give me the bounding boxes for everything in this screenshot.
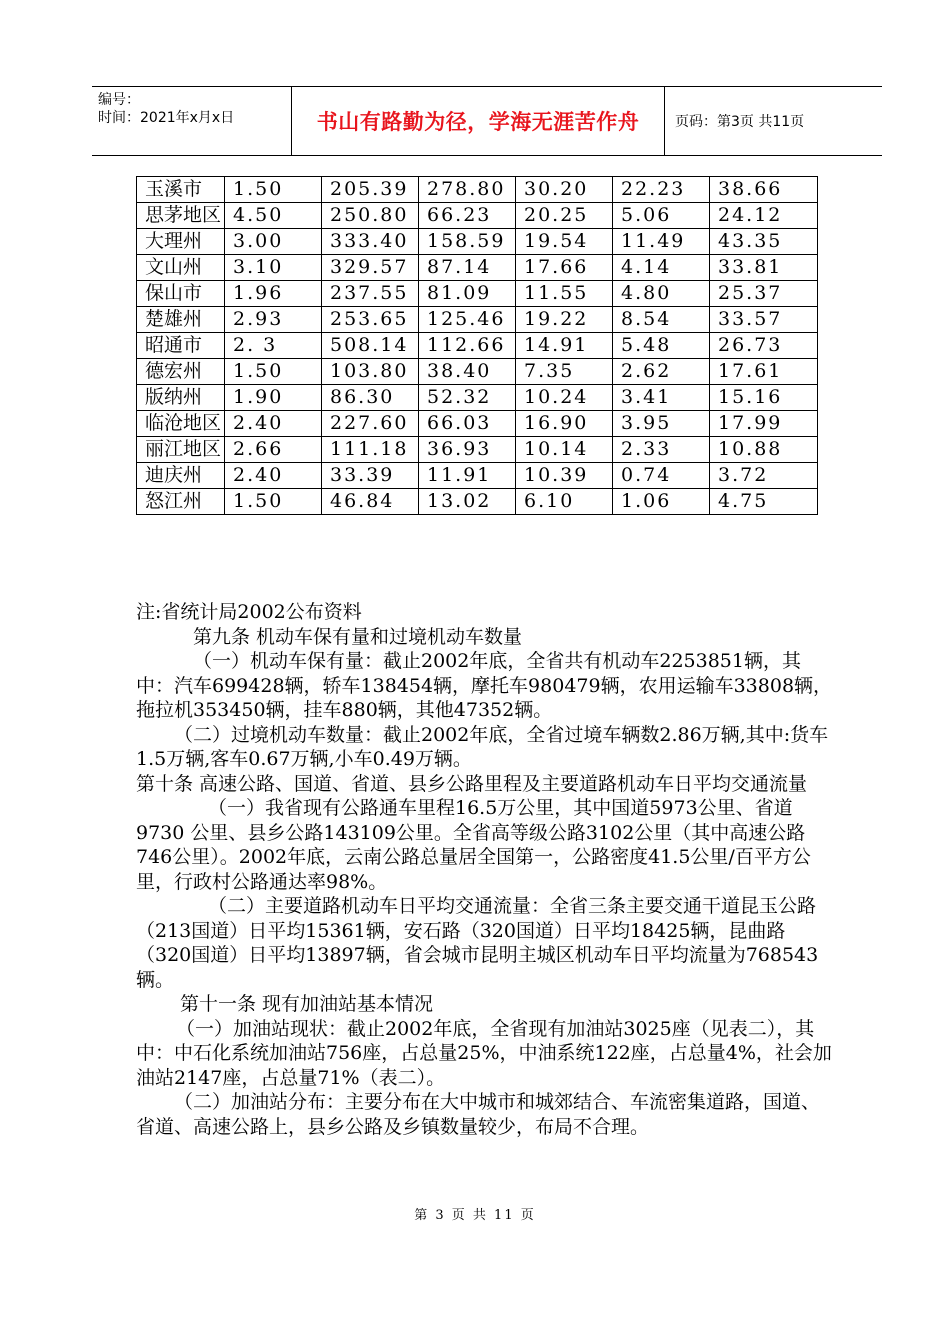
value-cell: 33.81: [710, 255, 818, 281]
table-row: [137, 437, 818, 463]
value-cell: 46.84: [322, 489, 419, 515]
value-cell: 43.35: [710, 229, 818, 255]
value-cell: 1.06: [613, 489, 710, 515]
value-cell: 11.55: [516, 281, 613, 307]
region-name-cell: 临沧地区: [137, 411, 225, 437]
page-header: [92, 86, 882, 156]
value-cell: 38.40: [419, 359, 516, 385]
value-cell: 10.14: [516, 437, 613, 463]
table-row: [137, 307, 818, 333]
value-cell: 205.39: [322, 177, 419, 203]
value-cell: 1.50: [225, 489, 322, 515]
value-cell: 17.99: [710, 411, 818, 437]
value-cell: 4.80: [613, 281, 710, 307]
header-number-label: 编号：: [98, 92, 140, 108]
region-name-cell: 昭通市: [137, 333, 225, 359]
value-cell: 24.12: [710, 203, 818, 229]
region-name-cell: 思茅地区: [137, 203, 225, 229]
value-cell: 111.18: [322, 437, 419, 463]
value-cell: 1.50: [225, 177, 322, 203]
document-body: [136, 600, 836, 1139]
value-cell: 3.00: [225, 229, 322, 255]
page-footer: 第 3 页 共 11 页: [414, 1208, 536, 1223]
article-9-title: 第九条 机动车保有量和过境机动车数量: [193, 625, 523, 648]
value-cell: 86.30: [322, 385, 419, 411]
value-cell: 19.54: [516, 229, 613, 255]
value-cell: 4.14: [613, 255, 710, 281]
region-name-cell: 版纳州: [137, 385, 225, 411]
value-cell: 250.80: [322, 203, 419, 229]
value-cell: 25.37: [710, 281, 818, 307]
region-name-cell: 文山州: [137, 255, 225, 281]
value-cell: 52.32: [419, 385, 516, 411]
value-cell: 16.90: [516, 411, 613, 437]
value-cell: 15.16: [710, 385, 818, 411]
value-cell: 38.66: [710, 177, 818, 203]
value-cell: 2.66: [225, 437, 322, 463]
value-cell: 7.35: [516, 359, 613, 385]
value-cell: 2.40: [225, 463, 322, 489]
value-cell: 10.88: [710, 437, 818, 463]
value-cell: 5.48: [613, 333, 710, 359]
value-cell: 0.74: [613, 463, 710, 489]
value-cell: 227.60: [322, 411, 419, 437]
article-11-para-1: （一）加油站现状：截止2002年底，全省现有加油站3025座（见表二），其中：中石化系统加油站756座，占总量25%，中油系统122座，占总量4%，社会加油站2147座，占总量71%（表二）。: [136, 1017, 832, 1089]
value-cell: 5.06: [613, 203, 710, 229]
table-row: [137, 359, 818, 385]
value-cell: 87.14: [419, 255, 516, 281]
value-cell: 19.22: [516, 307, 613, 333]
value-cell: 278.80: [419, 177, 516, 203]
table-row: [137, 489, 818, 515]
statistics-table: [136, 176, 818, 515]
value-cell: 14.91: [516, 333, 613, 359]
value-cell: 1.96: [225, 281, 322, 307]
value-cell: 10.24: [516, 385, 613, 411]
value-cell: 3.10: [225, 255, 322, 281]
article-10-para-1: （一）我省现有公路通车里程16.5万公里，其中国道5973公里、省道9730 公里、县乡公路143109公里。全省高等级公路3102公里（其中高速公路746公里）。2002年底，云南公路总量居全国第一，公路密度41.5公里/百平方公里，行政村公路通达率98%。: [136, 797, 811, 893]
article-9-para-1: （一）机动车保有量：截止2002年底，全省共有机动车2253851辆，其中：汽车699428辆，轿车138454辆，摩托车980479辆，农用运输车33808辆，拖拉机353450辆，挂车880辆，其他47352辆。: [136, 650, 833, 721]
value-cell: 17.61: [710, 359, 818, 385]
value-cell: 22.23: [613, 177, 710, 203]
value-cell: 2.93: [225, 307, 322, 333]
value-cell: 36.93: [419, 437, 516, 463]
value-cell: 253.65: [322, 307, 419, 333]
table-row: [137, 203, 818, 229]
region-name-cell: 保山市: [137, 281, 225, 307]
value-cell: 237.55: [322, 281, 419, 307]
value-cell: 11.91: [419, 463, 516, 489]
value-cell: 158.59: [419, 229, 516, 255]
table-row: [137, 177, 818, 203]
article-9-para-2: （二）过境机动车数量：截止2002年底，全省过境车辆数2.86万辆,其中:货车1.5万辆,客车0.67万辆,小车0.49万辆。: [136, 723, 829, 770]
value-cell: 8.54: [613, 307, 710, 333]
header-meta: [92, 87, 292, 155]
value-cell: 11.49: [613, 229, 710, 255]
value-cell: 333.40: [322, 229, 419, 255]
value-cell: 329.57: [322, 255, 419, 281]
value-cell: 112.66: [419, 333, 516, 359]
header-motto: 书山有路勤为径，学海无涯苦作舟: [292, 87, 665, 155]
value-cell: 1.90: [225, 385, 322, 411]
value-cell: 33.57: [710, 307, 818, 333]
table-row: [137, 411, 818, 437]
region-name-cell: 大理州: [137, 229, 225, 255]
header-time-label: 时间：2021年x月x日: [98, 110, 235, 126]
value-cell: 2. 3: [225, 333, 322, 359]
table-row: [137, 333, 818, 359]
value-cell: 6.10: [516, 489, 613, 515]
value-cell: 66.03: [419, 411, 516, 437]
value-cell: 103.80: [322, 359, 419, 385]
region-name-cell: 怒江州: [137, 489, 225, 515]
value-cell: 30.20: [516, 177, 613, 203]
header-page-label: 页码：第3页 共11页: [675, 114, 805, 130]
value-cell: 81.09: [419, 281, 516, 307]
article-10-para-2: （二）主要道路机动车日平均交通流量：全省三条主要交通干道昆玉公路（213国道）日平均15361辆，安石路（320国道）日平均18425辆，昆曲路（320国道）日平均13897辆，省会城市昆明主城区机动车日平均流量为768543辆。: [136, 895, 819, 991]
region-name-cell: 丽江地区: [137, 437, 225, 463]
value-cell: 10.39: [516, 463, 613, 489]
article-11-para-2: （二）加油站分布：主要分布在大中城市和城郊结合、车流密集道路，国道、省道、高速公路上，县乡公路及乡镇数量较少，布局不合理。: [136, 1091, 821, 1138]
table-row: [137, 385, 818, 411]
value-cell: 2.33: [613, 437, 710, 463]
table-row: [137, 229, 818, 255]
table-row: [137, 463, 818, 489]
value-cell: 17.66: [516, 255, 613, 281]
value-cell: 20.25: [516, 203, 613, 229]
value-cell: 3.95: [613, 411, 710, 437]
value-cell: 33.39: [322, 463, 419, 489]
value-cell: 13.02: [419, 489, 516, 515]
value-cell: 66.23: [419, 203, 516, 229]
article-11-title: 第十一条 现有加油站基本情况: [180, 993, 434, 1015]
table-row: [137, 255, 818, 281]
value-cell: 4.50: [225, 203, 322, 229]
value-cell: 3.72: [710, 463, 818, 489]
region-name-cell: 楚雄州: [137, 307, 225, 333]
region-name-cell: 玉溪市: [137, 177, 225, 203]
value-cell: 2.40: [225, 411, 322, 437]
table-note: 注:省统计局2002公布资料: [136, 601, 362, 623]
article-10-title: 第十条 高速公路、国道、省道、县乡公路里程及主要道路机动车日平均交通流量: [136, 772, 808, 795]
value-cell: 3.41: [613, 385, 710, 411]
value-cell: 508.14: [322, 333, 419, 359]
value-cell: 2.62: [613, 359, 710, 385]
value-cell: 26.73: [710, 333, 818, 359]
value-cell: 4.75: [710, 489, 818, 515]
value-cell: 1.50: [225, 359, 322, 385]
region-name-cell: 德宏州: [137, 359, 225, 385]
table-row: [137, 281, 818, 307]
statistics-table-body: [137, 177, 818, 515]
region-name-cell: 迪庆州: [137, 463, 225, 489]
value-cell: 125.46: [419, 307, 516, 333]
